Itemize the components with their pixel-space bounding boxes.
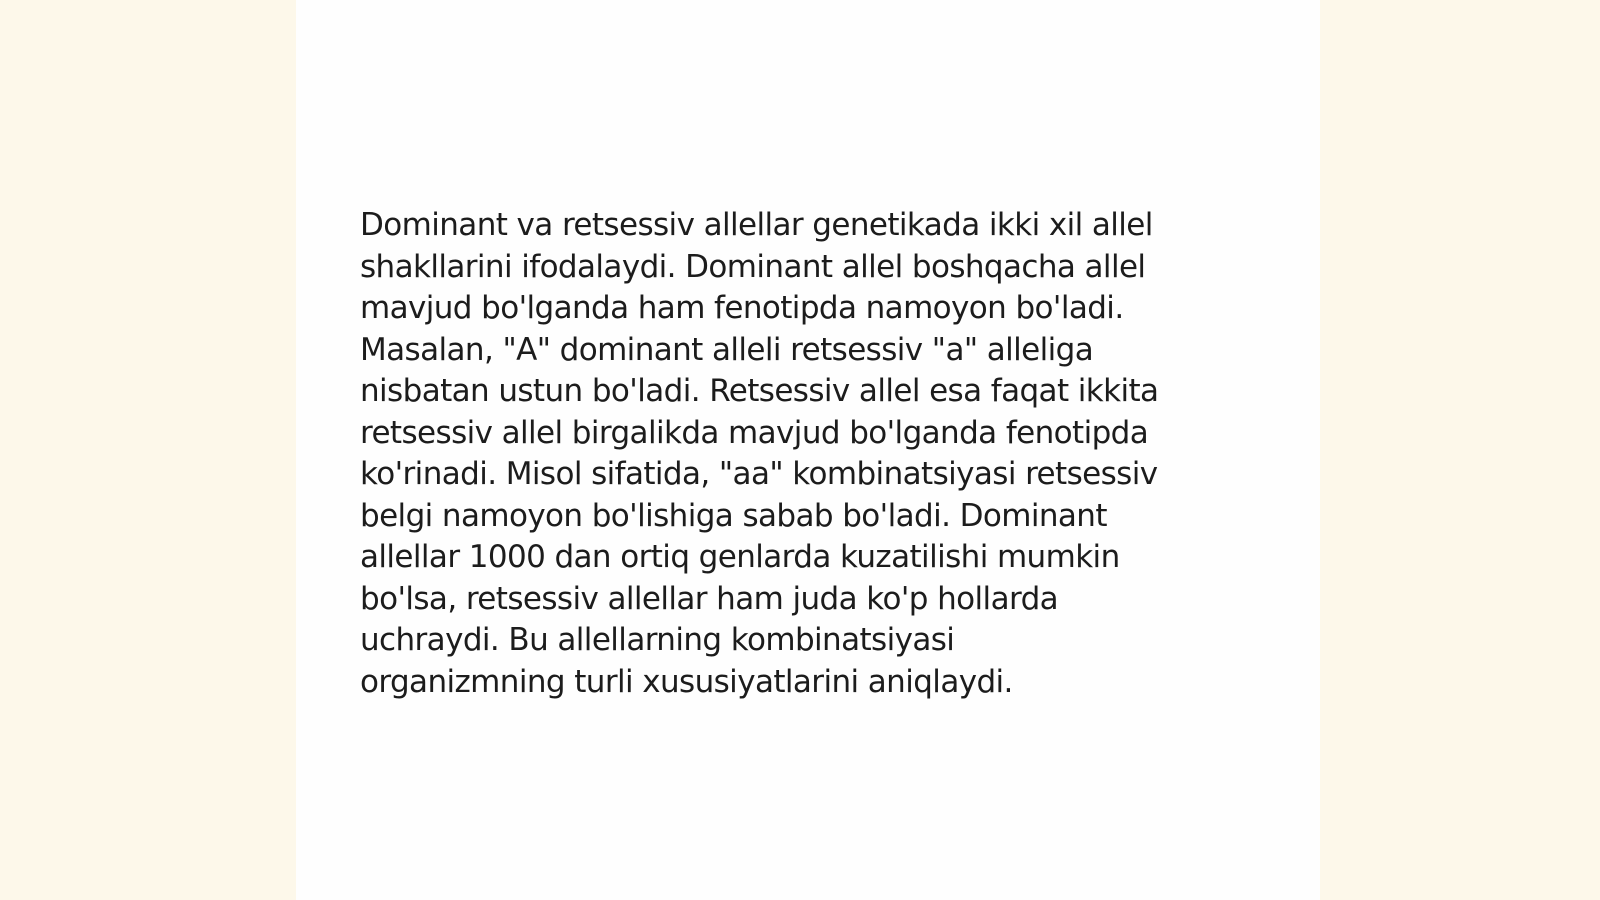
paragraph-line: bo'lsa, retsessiv allellar ham juda ko'p hollarda <box>360 580 1059 617</box>
paragraph-line: shakllarini ifodalaydi. Dominant allel boshqacha allel <box>360 248 1146 285</box>
paragraph-line: retsessiv allel birgalikda mavjud bo'lganda fenotipda <box>360 414 1149 451</box>
body-paragraph <box>360 205 1240 703</box>
paragraph-line: organizmning turli xususiyatlarini aniqlaydi. <box>360 663 1013 700</box>
paragraph-line: allellar 1000 dan ortiq genlarda kuzatilishi mumkin <box>360 539 1120 575</box>
paragraph-line: mavjud bo'lganda ham fenotipda namoyon bo'ladi. <box>360 290 1124 326</box>
paragraph-line: uchraydi. Bu allellarning kombinatsiyasi <box>360 622 955 658</box>
paragraph-line: nisbatan ustun bo'ladi. Retsessiv allel esa faqat ikkita <box>360 373 1159 409</box>
paragraph-line: ko'rinadi. Misol sifatida, "aa" kombinatsiyasi retsessiv <box>360 456 1158 492</box>
paragraph-line: belgi namoyon bo'lishiga sabab bo'ladi. Dominant <box>360 497 1107 534</box>
document-page <box>296 0 1320 900</box>
paragraph-line: Masalan, "A" dominant alleli retsessiv "a" alleliga <box>360 331 1094 368</box>
paragraph-line: Dominant va retsessiv allellar genetikada ikki xil allel <box>360 207 1153 243</box>
